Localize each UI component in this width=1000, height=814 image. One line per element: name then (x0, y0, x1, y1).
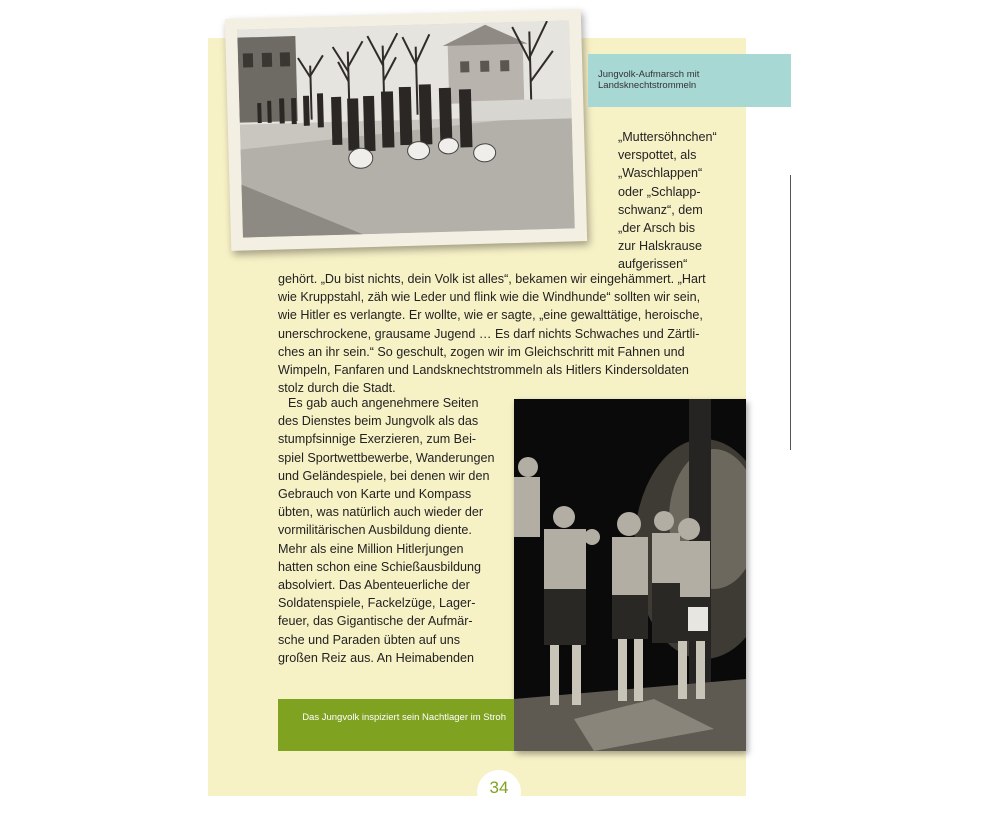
text-line: Soldatenspiele, Fackelzüge, Lager- (278, 596, 476, 611)
text-line: Wimpeln, Fanfaren und Landsknechtstrommeln als Hitlers Kindersoldaten (278, 363, 689, 378)
text-line: aufgerissen“ (618, 257, 688, 272)
photo-march-image (237, 20, 575, 237)
text-line: „der Arsch bis (618, 221, 695, 236)
text-line: ches an ihr sein.“ So geschult, zogen wir im Gleichschritt mit Fahnen und (278, 344, 685, 359)
text-line: Es gab auch angenehmere Seiten (288, 396, 479, 410)
text-line: sche und Paraden übten auf uns (278, 632, 461, 647)
text-line: spiel Sportwettbewerbe, Wanderungen (278, 450, 495, 465)
photo-caption-bottom (278, 699, 514, 751)
text-line: großen Reiz aus. An Heimabenden (278, 650, 475, 665)
text-line: zur Halskrause (618, 239, 702, 254)
text-line: übten, was natürlich auch wieder der (278, 505, 484, 520)
text-line: und Geländespiele, bei denen wir den (278, 468, 490, 483)
text-line: oder „Schlapp- (618, 184, 701, 199)
photo-caption-top (588, 54, 791, 107)
text-line: „Muttersöhnchen“ (618, 130, 717, 144)
text-line: des Dienstes beim Jungvolk als das (278, 414, 479, 429)
text-line: Gebrauch von Karte und Kompass (278, 487, 472, 502)
text-line: gehört. „Du bist nichts, dein Volk ist alles“, bekamen wir eingehämmert. „Hart (278, 272, 706, 286)
photo-straw-camp-image (514, 399, 746, 751)
text-line: wie Kruppstahl, zäh wie Leder und flink wie die Windhunde“ sollten wir sein, (278, 290, 701, 305)
text-line: stolz durch die Stadt. (278, 381, 396, 396)
page-number-text: 34 (489, 778, 509, 797)
text-line: Mehr als eine Million Hitlerjungen (278, 541, 464, 556)
text-line: stumpfsinnige Exerzieren, zum Bei- (278, 432, 477, 447)
text-line: vormilitärischen Ausbildung diente. (278, 523, 472, 538)
text-column-left (278, 394, 506, 667)
page-number (477, 770, 521, 814)
photo-straw-camp (514, 399, 746, 751)
photo-caption-top-text: Jungvolk-Aufmarsch mit Landsknechtstrommeln (598, 69, 700, 91)
text-line: „Waschlappen“ (618, 166, 703, 181)
text-column-wide (278, 270, 726, 397)
divider-line (790, 175, 791, 450)
text-line: wie Hitler es verlangte. Er wollte, wie er sagte, „eine gewalttätige, heroische, (278, 308, 703, 323)
text-line: schwanz“, dem (618, 202, 703, 217)
photo-march (225, 9, 587, 251)
text-line: absolviert. Das Abenteuerliche der (278, 578, 470, 593)
photo-caption-bottom-text: Das Jungvolk inspiziert sein Nachtlager im Stroh (302, 712, 506, 723)
text-line: unerschrockene, grausame Jugend … Es darf nichts Schwaches und Zärtli- (278, 326, 700, 341)
text-line: hatten schon eine Schießausbildung (278, 559, 482, 574)
text-line: feuer, das Gigantische der Aufmär- (278, 614, 473, 629)
text-line: verspottet, als (618, 148, 697, 163)
text-column-right (618, 128, 738, 274)
